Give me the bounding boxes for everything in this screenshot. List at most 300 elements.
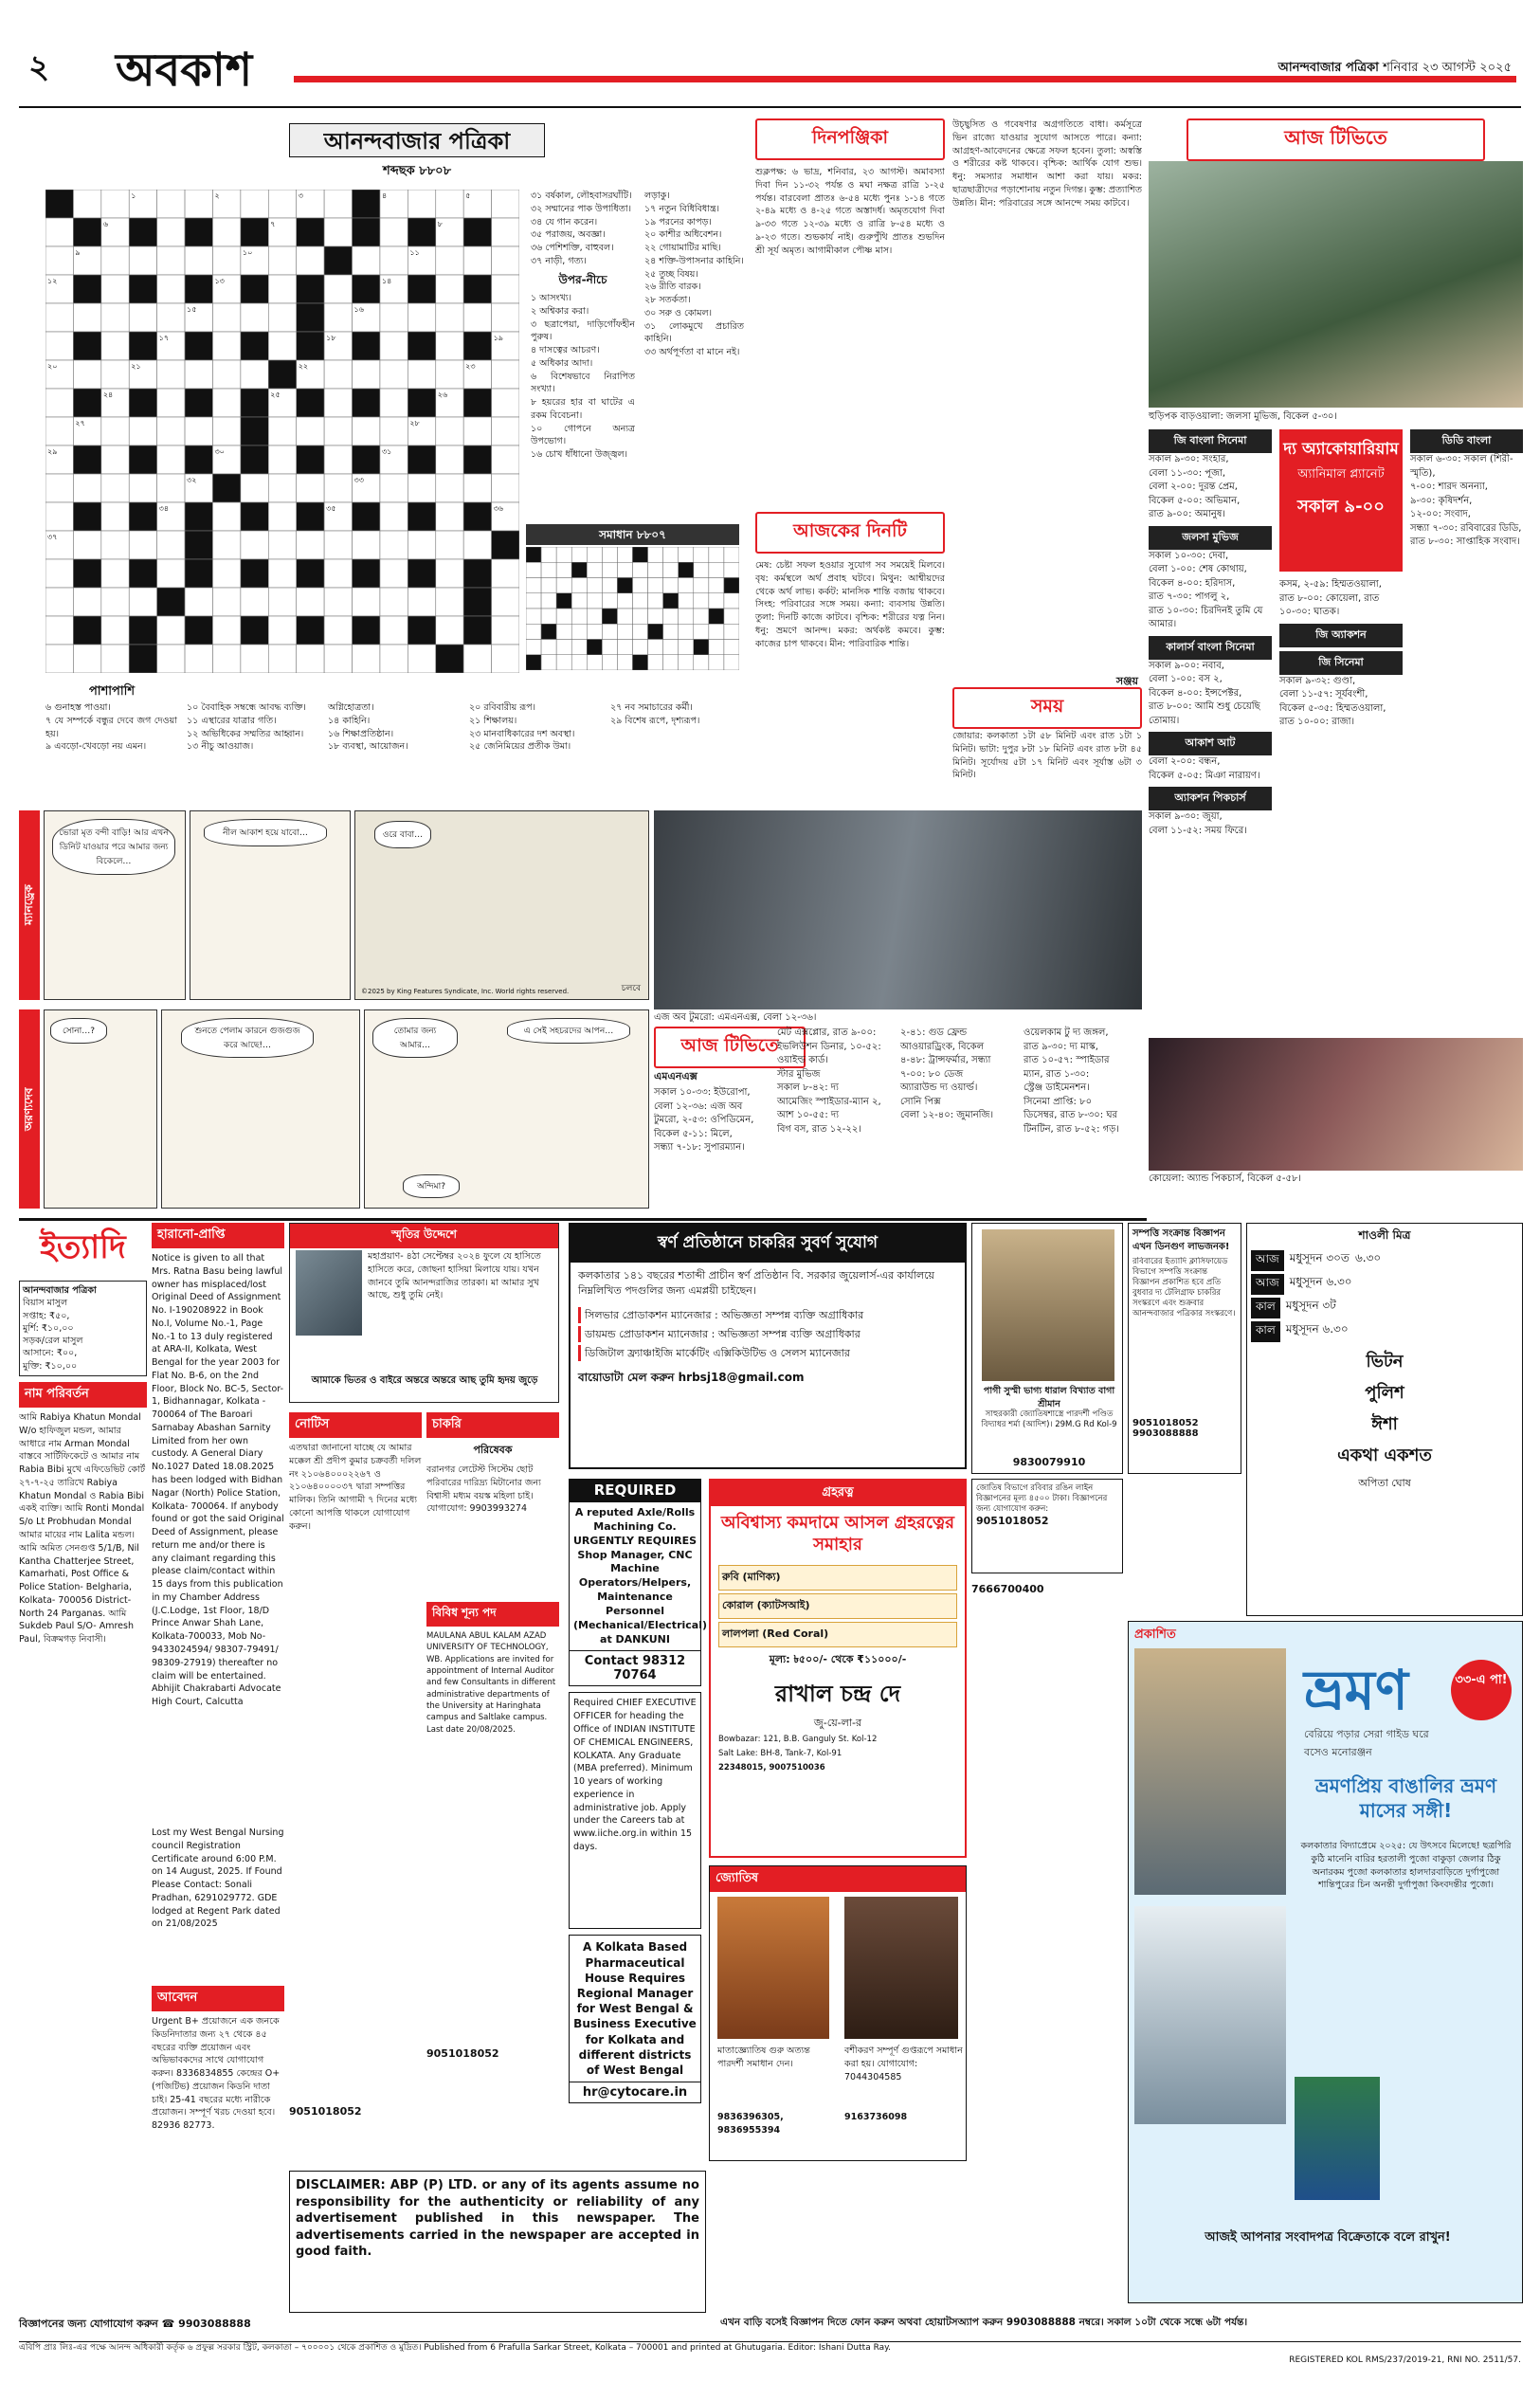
tv-listing: বিকেল ৫-৩৫: হিম্মতওয়ালা, — [1279, 702, 1386, 714]
crossword-cell[interactable] — [436, 588, 463, 616]
bhraman-photo — [1134, 1648, 1286, 1895]
crossword-cell[interactable] — [380, 417, 408, 445]
crossword-cell[interactable] — [157, 246, 185, 275]
crossword-cell[interactable] — [185, 246, 212, 275]
crossword-cell[interactable] — [157, 474, 185, 502]
crossword-cell[interactable] — [73, 190, 100, 218]
crossword-cell[interactable] — [73, 645, 100, 673]
crossword-cell[interactable] — [324, 417, 352, 445]
zee-cinema-title: জি বাংলা সিনেমা — [1149, 429, 1272, 453]
crossword-black-cell — [463, 389, 491, 417]
crossword-cell[interactable] — [436, 246, 463, 275]
crossword-black-cell — [408, 218, 435, 246]
movie-tv-title: আজ টিভিতে — [654, 1027, 806, 1068]
crossword-cell[interactable] — [297, 417, 324, 445]
crossword-cell[interactable] — [241, 474, 268, 502]
crossword-cell[interactable] — [297, 531, 324, 559]
crossword-cell[interactable] — [324, 218, 352, 246]
crossword-cell[interactable] — [324, 275, 352, 303]
solution-cell — [679, 624, 694, 639]
crossword-black-cell — [353, 190, 380, 218]
today-day — [755, 512, 945, 754]
tv-listing-mid — [1279, 578, 1403, 1014]
crossword-cell[interactable] — [212, 645, 240, 673]
clue-list-down — [531, 292, 635, 462]
crossword-cell[interactable] — [324, 474, 352, 502]
solution-cell — [709, 593, 724, 609]
memorial-footer: আমাকে ভিতর ও বাইরে অন্তরে অন্তরে আছ তুমি হৃদয় জুড়ে — [311, 1375, 538, 1386]
crossword-cell[interactable] — [101, 360, 129, 389]
crossword-cell[interactable] — [353, 645, 380, 673]
crossword-cell[interactable] — [101, 246, 129, 275]
crossword-cell[interactable] — [45, 417, 73, 445]
crossword-cell[interactable] — [73, 531, 100, 559]
crossword-cell[interactable] — [212, 389, 240, 417]
crossword-number: ৩০ — [214, 447, 225, 456]
crossword-cell[interactable] — [324, 389, 352, 417]
solution-cell — [663, 562, 679, 577]
crossword-number: ২৪ — [102, 391, 114, 399]
crossword-cell[interactable] — [380, 502, 408, 531]
crossword-cell[interactable] — [436, 303, 463, 332]
crossword-cell[interactable] — [45, 645, 73, 673]
crossword-cell[interactable] — [212, 531, 240, 559]
crossword-cell[interactable] — [101, 275, 129, 303]
solution-cell — [648, 655, 663, 670]
crossword-cell[interactable] — [463, 531, 491, 559]
crossword-cell[interactable] — [380, 474, 408, 502]
tv-listing: বিগ বস, রাত ১২-২২। — [777, 1123, 861, 1135]
crossword-cell[interactable] — [241, 531, 268, 559]
crossword-cell[interactable] — [380, 360, 408, 389]
colors-cinema-list — [1149, 660, 1272, 729]
crossword-cell[interactable] — [157, 190, 185, 218]
crossword-cell[interactable] — [324, 588, 352, 616]
crossword-black-cell — [297, 332, 324, 360]
entry-place: মধুসূদন ৩০ত — [1289, 1251, 1350, 1264]
crossword-cell[interactable] — [324, 303, 352, 332]
theatre-person2: অপিতা ঘোষ — [1358, 1477, 1411, 1489]
solution-cell — [617, 562, 632, 577]
memorial-title: স্মৃতির উদ্দেশে — [290, 1224, 558, 1248]
solution-cell — [679, 578, 694, 593]
crossword-cell[interactable] — [157, 303, 185, 332]
crossword-cell[interactable] — [436, 559, 463, 588]
cfo-text: Required CHIEF EXECUTIVE OFFICER for heading the Office of INDIAN INSTITUTE OF CHEMICAL ENGINEERS, KOLKATA. Any Graduate (MBA preferred). Minimum 10 years of working experience in administrative job. Apply under the Careers tab at www.iiche.org.in within 15 days. — [569, 1692, 701, 1929]
movie-col3 — [1024, 1027, 1142, 1211]
crossword-cell[interactable] — [185, 588, 212, 616]
crossword-black-cell — [73, 502, 100, 531]
crossword-cell[interactable] — [408, 645, 435, 673]
crossword-cell[interactable] — [380, 559, 408, 588]
solution-cell — [571, 655, 587, 670]
crossword-black-cell — [463, 559, 491, 588]
crossword-cell[interactable] — [492, 389, 519, 417]
crossword-cell[interactable] — [185, 190, 212, 218]
lost-text-2: Lost my West Bengal Nursing council Registration Certificate around 6:00 P.M. on 14 August, 2025. If Found Please Contact: Sonali Pradhan, 6291029772. GDE lodged at Regent Park dated on 21/08/2025 — [152, 1827, 284, 1930]
crossword-cell[interactable] — [353, 531, 380, 559]
clue-item: ২০ রবিবারীয় রূপ। — [469, 702, 535, 713]
crossword-cell[interactable] — [297, 246, 324, 275]
gem-item: রুবি (মাণিক্য) — [718, 1565, 957, 1591]
tv-listing: আওয়ারড্রিংক, বিকেল — [900, 1041, 985, 1052]
mnx-title: এমএনএক্স — [654, 1070, 698, 1082]
crossword-cell[interactable] — [436, 616, 463, 645]
clue-item: ১০ গোপনে অন্যত্ৰ উপভোগ। — [531, 423, 635, 447]
crossword-cell[interactable] — [492, 645, 519, 673]
crossword-cell[interactable] — [380, 332, 408, 360]
crossword-cell[interactable] — [353, 588, 380, 616]
crossword-cell[interactable] — [101, 616, 129, 645]
crossword-cell[interactable] — [212, 218, 240, 246]
crossword-number: ১৮ — [326, 334, 336, 342]
crossword-cell[interactable] — [408, 474, 435, 502]
crossword-cell[interactable] — [212, 502, 240, 531]
clue-item: ৩৬ পেশিশক্তি, বাহুবল। — [531, 243, 614, 254]
crossword-cell[interactable] — [129, 417, 156, 445]
clue-item: ৩০ সরু ও কোমল। — [644, 307, 712, 318]
solution-cell — [663, 609, 679, 624]
crossword-cell[interactable] — [241, 645, 268, 673]
crossword-cell[interactable] — [185, 645, 212, 673]
crossword-cell[interactable] — [45, 559, 73, 588]
solution-cell — [679, 593, 694, 609]
crossword-cell[interactable] — [436, 531, 463, 559]
crossword-cell[interactable] — [353, 360, 380, 389]
solution-cell — [587, 624, 602, 639]
crossword-cell[interactable] — [436, 190, 463, 218]
crossword-cell[interactable] — [380, 588, 408, 616]
crossword-cell[interactable] — [212, 417, 240, 445]
crossword-cell[interactable] — [101, 303, 129, 332]
crossword-cell[interactable] — [436, 474, 463, 502]
crossword-cell[interactable] — [297, 645, 324, 673]
crossword-cell[interactable] — [380, 389, 408, 417]
crossword-number: ১ — [131, 191, 136, 200]
crossword-cell[interactable] — [101, 559, 129, 588]
crossword-cell[interactable] — [380, 218, 408, 246]
crossword-cell[interactable] — [268, 531, 296, 559]
crossword-cell[interactable] — [436, 445, 463, 474]
crossword-black-cell — [463, 275, 491, 303]
clue-item: ২৫ জেনিমিয়ের প্রতীক উমা। — [469, 741, 571, 753]
solution-cell — [587, 593, 602, 609]
weekly-text: রবিবারের ইত্যাদি ক্লাসিফায়েড বিভাগে সম্পত্তি সংক্রান্ত বিজ্ঞাপন প্রকাশিত হবে প্রতি বুধবার দ্য টেলিগ্রাফ চাকরির সংস্করণে এবং শুক্রবার আনন্দবাজার পত্রিকার সংস্করণে। — [1132, 1257, 1236, 1319]
crossword-cell[interactable] — [324, 445, 352, 474]
crossword-black-cell — [73, 389, 100, 417]
solution-cell — [663, 624, 679, 639]
entry-day: আজ — [1251, 1274, 1284, 1295]
crossword-cell[interactable] — [463, 246, 491, 275]
solution-cell — [556, 593, 571, 609]
crossword-cell[interactable] — [380, 246, 408, 275]
crossword-cell[interactable] — [436, 502, 463, 531]
crossword-black-cell — [212, 474, 240, 502]
required-title: REQUIRED — [569, 1479, 701, 1501]
tv-listing: সকাল ৮-৪২: দ্য — [777, 1082, 839, 1093]
clue-item: ৩২ সম্মানের পাক উপাধিতা। — [531, 203, 631, 214]
crossword-cell[interactable] — [157, 616, 185, 645]
crossword-cell[interactable] — [492, 474, 519, 502]
crossword-cell[interactable] — [380, 616, 408, 645]
theatre-names — [1251, 1348, 1518, 1471]
gold-job-item: ডিজিটাল ফ্র্যাঞ্চাইজি মার্কেটিং এক্সিকিউটিভ ও সেলস ম্যানেজার — [578, 1345, 957, 1361]
crossword-black-cell — [241, 502, 268, 531]
crossword-cell[interactable] — [408, 360, 435, 389]
crossword-cell[interactable] — [129, 474, 156, 502]
crossword-cell[interactable] — [212, 246, 240, 275]
crossword-cell[interactable] — [324, 360, 352, 389]
crossword-cell[interactable] — [492, 445, 519, 474]
crossword-cell[interactable] — [492, 588, 519, 616]
tv-listing: অ্যারাউন্ড দ্য ওয়ার্ল্ড। — [900, 1082, 978, 1093]
crossword-cell[interactable] — [268, 332, 296, 360]
crossword-cell[interactable] — [241, 303, 268, 332]
crossword-cell[interactable] — [45, 218, 73, 246]
crossword-grid[interactable] — [45, 190, 519, 673]
solution-cell — [602, 562, 617, 577]
entry-place: মধুসূদন ৬.৩০ — [1289, 1275, 1352, 1288]
crossword-cell[interactable] — [101, 588, 129, 616]
crossword-cell[interactable] — [380, 531, 408, 559]
crossword-cell[interactable] — [45, 616, 73, 645]
crossword-cell[interactable] — [129, 303, 156, 332]
crossword-cell[interactable] — [324, 559, 352, 588]
crossword-cell[interactable] — [297, 474, 324, 502]
theatre-person: শাওলী মিত্র — [1358, 1228, 1411, 1242]
crossword-black-cell — [129, 616, 156, 645]
down-title: উপর-নীচে — [558, 272, 607, 286]
crossword-cell[interactable] — [45, 303, 73, 332]
crossword-cell[interactable] — [492, 246, 519, 275]
strip1-end: চলবে — [621, 984, 641, 993]
tv-listing: রাত ৮-০০: কোয়েলা, রাত ১০-৩০: ঘাতক। — [1279, 592, 1380, 617]
gold-email[interactable]: বায়োডাটা মেল করুন hrbsj18@gmail.com — [578, 1371, 805, 1385]
solution-cell — [526, 655, 541, 670]
crossword-cell[interactable] — [101, 531, 129, 559]
clue-item: ৬ বিশেষভাবে নিরাপিত সংখ্যা। — [531, 371, 635, 395]
crossword-cell[interactable] — [492, 275, 519, 303]
disclaimer — [289, 2171, 706, 2313]
crossword-number: ৪ — [381, 191, 388, 200]
notice-text: এতদ্বারা জানানো যাচ্ছে যে আমার মক্কেল শ্রী প্রদীপ কুমার চক্রবর্তী দলিল নং ২১০৬৪০০০২২৬৭ ও ২১০৬৪০০০০৩৭ দ্বারা সম্পত্তির মালিক। তিনি আগামী ৭ দিনের মধ্যে কোনো আপত্তি থাকলে যোগাযোগ করুন। — [289, 1443, 422, 1532]
crossword-cell[interactable] — [268, 645, 296, 673]
clue-item: ২৮ সতর্কতা। — [644, 295, 691, 306]
tv-listing: বেলা ১-০০: শেষ কোথায়, — [1149, 564, 1247, 574]
crossword-cell[interactable] — [157, 445, 185, 474]
crossword-cell[interactable] — [101, 417, 129, 445]
crossword-cell[interactable] — [101, 502, 129, 531]
clue-item: ২৩ মানবাধিকারের দশ অবস্থা। — [469, 728, 575, 739]
crossword-cell[interactable] — [268, 474, 296, 502]
gold-job-item: ডায়মন্ড প্রোডাকশন ম্যানেজার : অভিজ্ঞতা সম্পন্ন ব্যক্তি অগ্রাধিকার — [578, 1326, 957, 1342]
crossword-cell[interactable] — [297, 588, 324, 616]
crossword-cell[interactable] — [380, 645, 408, 673]
tv-listing: বেলা ১১-৩০: পূজা, — [1149, 467, 1226, 479]
crossword-number: ৩৬ — [493, 504, 503, 513]
astro-phone1: 9836396305, 9836955394 — [717, 2112, 784, 2136]
solution-cell — [694, 640, 709, 655]
crossword-cell[interactable] — [157, 218, 185, 246]
solution-cell — [709, 547, 724, 562]
crossword-cell[interactable] — [268, 559, 296, 588]
solution-cell — [648, 624, 663, 639]
crossword-cell[interactable] — [73, 588, 100, 616]
lost-title: হারানো-প্রাপ্তি — [152, 1223, 284, 1248]
crossword-cell[interactable] — [212, 559, 240, 588]
crossword-cell[interactable] — [492, 360, 519, 389]
crossword-cell[interactable] — [101, 190, 129, 218]
crossword-cell[interactable] — [45, 246, 73, 275]
solution-cell — [724, 609, 739, 624]
crossword-cell[interactable] — [212, 588, 240, 616]
strip2-bubble2: শুনতে পেলাম কারনে গুজগুজ করে আছে!… — [181, 1018, 314, 1058]
crossword-cell[interactable] — [463, 474, 491, 502]
crossword-cell[interactable] — [408, 531, 435, 559]
crossword-black-cell — [185, 531, 212, 559]
crossword-cell[interactable] — [268, 445, 296, 474]
crossword-cell[interactable] — [157, 360, 185, 389]
crossword-cell[interactable] — [212, 332, 240, 360]
crossword-cell[interactable] — [73, 303, 100, 332]
clue-item: ১১ এস্থারের যাত্রার গতি। — [187, 715, 277, 726]
crossword-black-cell — [73, 559, 100, 588]
crossword-cell[interactable] — [129, 246, 156, 275]
disclaimer-text: DISCLAIMER: ABP (P) LTD. or any of its agents assume no responsibility for the authenticity or reliability of any advertisement published in this newspaper. The advertisements carried in the newspaper are accepted in good faith. — [296, 2178, 699, 2260]
footer — [19, 2341, 1521, 2379]
crossword-cell[interactable] — [492, 417, 519, 445]
crossword-cell[interactable] — [101, 445, 129, 474]
crossword-cell[interactable] — [268, 588, 296, 616]
solution-cell — [709, 655, 724, 670]
crossword-cell[interactable] — [268, 275, 296, 303]
crossword-cell[interactable] — [241, 588, 268, 616]
crossword-cell[interactable] — [45, 502, 73, 531]
clue-list-col2 — [644, 190, 744, 359]
crossword-cell[interactable] — [101, 474, 129, 502]
job-contact: 9051018052 — [426, 2047, 499, 2060]
crossword-cell[interactable] — [45, 588, 73, 616]
crossword-cell[interactable] — [241, 190, 268, 218]
crossword-cell[interactable] — [157, 417, 185, 445]
crossword-cell[interactable] — [212, 616, 240, 645]
crossword-black-cell — [297, 218, 324, 246]
crossword-cell[interactable] — [268, 303, 296, 332]
crossword-cell[interactable] — [212, 360, 240, 389]
crossword-cell[interactable] — [157, 559, 185, 588]
crossword-cell[interactable] — [436, 417, 463, 445]
crossword-cell[interactable] — [353, 417, 380, 445]
crossword-cell[interactable] — [492, 218, 519, 246]
crossword-cell[interactable] — [129, 531, 156, 559]
entry-day: কাল — [1251, 1321, 1280, 1342]
crossword-cell[interactable] — [157, 531, 185, 559]
crossword-cell[interactable] — [73, 360, 100, 389]
crossword-cell[interactable] — [463, 417, 491, 445]
crossword-number: ৮ — [437, 220, 443, 228]
section-title: অবকাশ — [116, 44, 253, 97]
solution-cell — [541, 655, 556, 670]
crossword-cell[interactable] — [380, 303, 408, 332]
crossword-cell[interactable] — [492, 616, 519, 645]
classified-contact-left — [19, 2316, 701, 2335]
crossword-cell[interactable] — [157, 275, 185, 303]
crossword-cell[interactable] — [353, 246, 380, 275]
strip1-panel2 — [190, 810, 351, 1000]
crossword-cell[interactable] — [157, 389, 185, 417]
clue-item: ৯ এবড়ো-খেবড়ো নয় এমন। — [45, 741, 147, 753]
solution-cell — [709, 640, 724, 655]
crossword-cell[interactable] — [436, 275, 463, 303]
solution-cell — [526, 578, 541, 593]
clue-item: ১৭ নতুন বিধিবিধান্ত্র। — [644, 203, 719, 214]
crossword-cell[interactable] — [492, 190, 519, 218]
crossword-cell[interactable] — [268, 246, 296, 275]
crossword-cell[interactable] — [408, 588, 435, 616]
solution-cell — [724, 593, 739, 609]
crossword-cell[interactable] — [101, 332, 129, 360]
gem-item: কোরাল (ক্যাটসআই) — [718, 1593, 957, 1619]
crossword-cell[interactable] — [268, 502, 296, 531]
apply-text: Urgent B+ প্রয়োজনে এক জনকে কিডনিদাতার জন্য ২৭ থেকে ৪৫ বছরের ব্যক্তি প্রয়োজন এবং অভিভাবকদের সাথে যোগাযোগ করুন। 8336834855 কেন্দ্রের O+ (পজিটিভ) প্রয়োজন কিডনি দাতা চাই। 25-41 বছরের মধ্যে নারীকে প্রয়োজন। সম্পূর্ণ খরচ দেওয়া হবে। 82936 82773. — [152, 2016, 281, 2132]
tv-listing: ২-৪১: গুড ফ্রেন্ড — [900, 1027, 968, 1038]
bhraman-footer2: এখন বাড়ি বসেই বিজ্ঞাপন দিতে ফোন করুন অথবা হোয়াটসঅ্যাপ করুন 9903088888 নম্বরে। সকাল ১০টা থেকে সন্ধে ৬টা পর্যন্ত। — [720, 2317, 1248, 2328]
crossword-cell[interactable] — [492, 559, 519, 588]
gold-job-item: সিলভার প্রোডাকশন ম্যানেজার : অভিজ্ঞতা সম্পন্ন ব্যক্তি অগ্রাধিকার — [578, 1307, 957, 1323]
crossword-cell[interactable] — [212, 303, 240, 332]
tv-listing: ওয়েলকাম টু দ্য জঙ্গল, — [1024, 1027, 1109, 1038]
crossword-cell[interactable] — [129, 588, 156, 616]
rate-line: বিয়াস মাসুল — [23, 1298, 68, 1309]
crossword-cell[interactable] — [436, 332, 463, 360]
entry-day: কাল — [1251, 1298, 1280, 1318]
crossword-cell[interactable] — [268, 616, 296, 645]
clue-item: ১৬ চোখ ধাঁধানো উজ্জ্বল। — [531, 449, 628, 461]
crossword-black-cell — [241, 332, 268, 360]
bhraman-footer: আজই আপনার সংবাদপত্র বিক্রেতাকে বলে রাখুন! — [1205, 2230, 1451, 2245]
crossword-cell[interactable] — [45, 474, 73, 502]
crossword-cell[interactable] — [157, 645, 185, 673]
crossword-cell[interactable] — [324, 645, 352, 673]
job-column — [426, 1412, 559, 2161]
crossword-cell[interactable] — [463, 303, 491, 332]
crossword-cell[interactable] — [436, 360, 463, 389]
tv-listing: রাত ১০-৫৭: স্পাইডার — [1024, 1055, 1110, 1065]
crossword-cell[interactable] — [324, 616, 352, 645]
crossword-cell[interactable] — [241, 360, 268, 389]
crossword-cell[interactable] — [45, 389, 73, 417]
solution-cell — [617, 547, 632, 562]
crossword-cell[interactable] — [463, 645, 491, 673]
crossword-cell[interactable] — [268, 417, 296, 445]
crossword-cell[interactable] — [185, 417, 212, 445]
solution-cell — [587, 562, 602, 577]
crossword-cell[interactable] — [492, 303, 519, 332]
crossword-cell[interactable] — [324, 190, 352, 218]
crossword-cell[interactable] — [45, 332, 73, 360]
crossword-cell[interactable] — [408, 190, 435, 218]
crossword-cell[interactable] — [73, 474, 100, 502]
crossword-cell[interactable] — [268, 190, 296, 218]
solution-cell — [571, 609, 587, 624]
crossword-cell[interactable] — [185, 360, 212, 389]
portrait-photo — [982, 1229, 1114, 1381]
crossword-cell[interactable] — [408, 303, 435, 332]
crossword-cell[interactable] — [324, 531, 352, 559]
solution-cell — [526, 624, 541, 639]
pharma-email[interactable]: hr@cytocare.in — [569, 2082, 701, 2103]
crossword-cell[interactable] — [101, 645, 129, 673]
